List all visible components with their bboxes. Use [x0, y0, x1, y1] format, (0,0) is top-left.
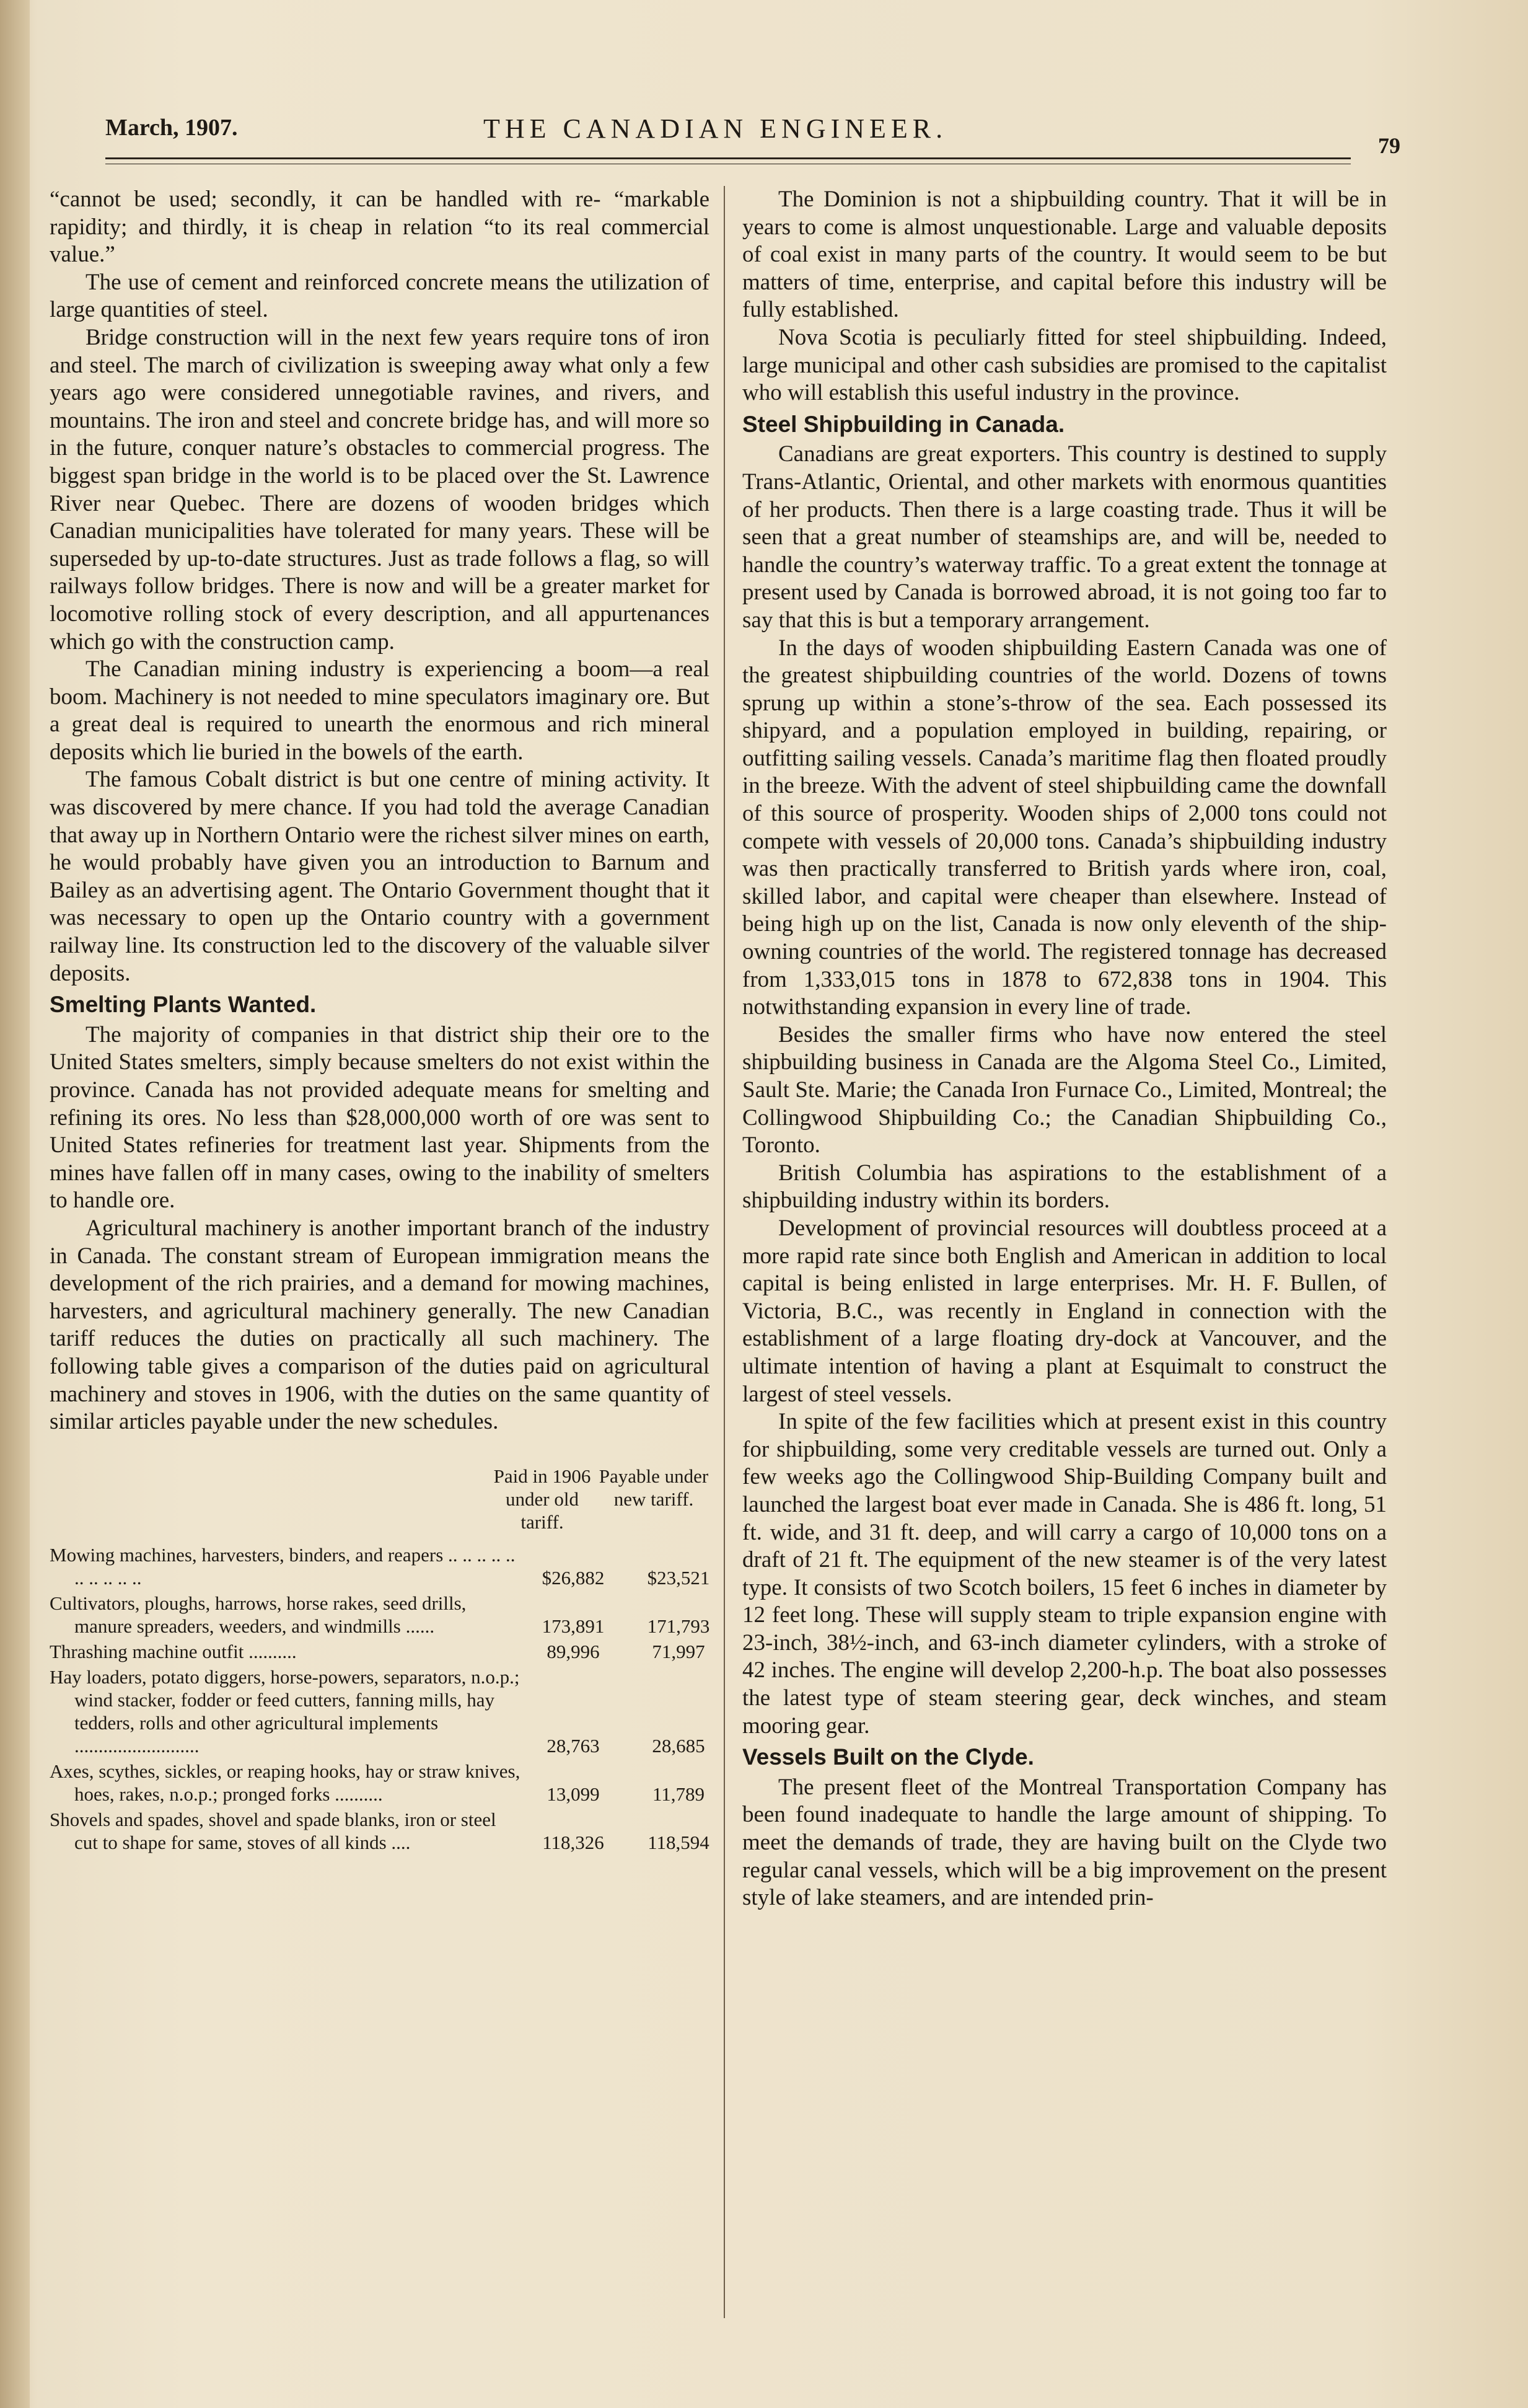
left-column: [50, 186, 709, 1856]
cell-payable: $23,521: [647, 1566, 710, 1589]
table-row: [50, 1592, 709, 1638]
paragraph: The Dominion is not a shipbuilding country. That it will be in years to come is almost unquestionable. Large and valuable deposits of coal exist in many parts of the country. It would seem to be but matters of time, enterprise, and capital before this industry will be fully established.: [742, 187, 1387, 323]
paragraph: Besides the smaller firms who have now entered the steel shipbuilding business in Canada are the Algoma Steel Co., Limited, Sault Ste. Marie; the Canada Iron Furnace Co., Limited, Montreal; the Collingwood Shipbuilding Co.; the Canadian Shipbuilding Co., Toronto.: [742, 1021, 1387, 1158]
table-row: [50, 1808, 709, 1854]
header-paid-1906: Paid in 1906 under old tariff.: [493, 1465, 591, 1533]
row-label: Cultivators, ploughs, harrows, horse rakes, seed drills, manure spreaders, weeders, and windmills ......: [50, 1592, 467, 1637]
cell-paid: 89,996: [547, 1640, 600, 1662]
page-header: [105, 110, 1400, 160]
header-payable-new: Payable under new tariff.: [599, 1465, 709, 1510]
cell-paid: 118,326: [542, 1831, 604, 1853]
paragraph: In spite of the few facilities which at present exist in this country for shipbuilding, some very creditable vessels are turned out. Only a few weeks ago the Collingwood Ship-Building Company built and launched the largest boat ever made in Canada. She is 486 ft. long, 51 ft. wide, and 31 ft. deep, and will carry a cargo of 10,000 tons on a draft of 21 ft. The equipment of the new steamer is of the very latest type. It consists of two Scotch boilers, 15 feet 6 inches in diameter by 12 feet long. These will supply steam to triple expansion engine with 23-inch, 38½-inch, and 63-inch diameter cylinders, with a stroke of 42 inches. The engine will develop 2,200-h.p. The boat also possesses the latest type of steam steering gear, deck winches, and steam mooring gear.: [742, 1409, 1387, 1739]
duties-table-header: [50, 1465, 709, 1533]
paragraph: The majority of companies in that district ship their ore to the United States smelters, simply because smelters do not exist within the province. Canada has not provided adequate means for smelting and refining its ores. No less than $28,000,000 worth of ore was sent to United States refineries for treatment last year. Shipments from the mines have fallen off in many cases, owing to the inability of smelters to handle ore.: [50, 1021, 709, 1214]
paragraph: “cannot be used; secondly, it can be handled with re- “markable rapidity; and thirdly, it is cheap in relation “to its real commercial value.”: [50, 187, 709, 268]
row-label: Axes, scythes, sickles, or reaping hooks, hay or straw knives, hoes, rakes, n.o.p.; pronged forks ..........: [50, 1760, 520, 1805]
duties-table: [50, 1465, 709, 1854]
cell-paid: 13,099: [547, 1783, 600, 1805]
paragraph: British Columbia has aspirations to the establishment of a shipbuilding industry within its borders.: [742, 1160, 1387, 1214]
cell-payable: 171,793: [647, 1615, 710, 1637]
cell-payable: 11,789: [652, 1783, 705, 1805]
paragraph: Canadians are great exporters. This country is destined to supply Trans-Atlantic, Oriental, and other markets with enormous quantities of her products. Then there is a large coasting trade. Thus it will be seen that a great number of steamships are, and will be, needed to handle the country’s waterway traffic. To a great extent the tonnage at present used by Canada is borrowed abroad, it is not going too far to say that this is but a temporary arrangement.: [742, 441, 1387, 633]
paragraph: Bridge construction will in the next few years require tons of iron and steel. The march of civilization is sweeping away what only a few years ago were considered unnegotiable ravines, and rivers, and mountains. The iron and steel and concrete bridge has, and will more so in the future, conquer nature’s obstacles to commercial progress. The biggest span bridge in the world is to be placed over the St. Lawrence River near Quebec. There are dozens of wooden bridges which Canadian municipalities have tolerated for many years. These will be superseded by up-to-date structures. Just as trade follows a flag, so will railways follow bridges. There is now and will be a greater market for locomotive rolling stock of every description, and all appurtenances which go with the construction camp.: [50, 324, 709, 655]
journal-title: THE CANADIAN ENGINEER.: [483, 113, 948, 144]
paragraph: The famous Cobalt district is but one centre of mining activity. It was discovered by mere chance. If you had told the average Canadian that away up in Northern Ontario were the richest silver mines on earth, he would probably have given you an introduction to Barnum and Bailey as an advertising agent. The Ontario Government thought that it was necessary to open up the Ontario country with a government railway line. Its construction led to the discovery of the valuable silver deposits.: [50, 767, 709, 986]
section-heading: Vessels Built on the Clyde.: [742, 1744, 1034, 1770]
row-label: Shovels and spades, shovel and spade blanks, iron or steel cut to shape for same, stoves of all kinds ....: [50, 1808, 496, 1853]
cell-payable: 118,594: [648, 1831, 709, 1853]
cell-payable: 28,685: [652, 1734, 705, 1757]
cell-paid: 28,763: [547, 1734, 600, 1757]
cell-paid: $26,882: [542, 1566, 605, 1589]
paragraph: The use of cement and reinforced concrete means the utilization of large quantities of steel.: [50, 269, 709, 323]
book-spine-shadow: [0, 0, 30, 2408]
row-label: Hay loaders, potato diggers, horse-powers, separators, n.o.p.; wind stacker, fodder or feed cutters, fanning mills, hay tedders, rolls and other agricultural implements ..........................: [50, 1665, 520, 1757]
row-label: Mowing machines, harvesters, binders, and reapers .. .. .. .. .. .. .. .. .. ..: [50, 1543, 516, 1589]
paragraph: The present fleet of the Montreal Transportation Company has been found inadequate to handle the large amount of shipping. To meet the demands of trade, they are having built on the Clyde two regular canal vessels, which will be a big improvement on the present style of lake steamers, and are intended prin-: [742, 1774, 1387, 1911]
column-divider: [724, 186, 725, 2318]
paragraph: Development of provincial resources will doubtless proceed at a more rapid rate since both English and American in addition to local capital is being enlisted in large enterprises. Mr. H. F. Bullen, of Victoria, B.C., was recently in England in connection with the establishment of a large floating dry-dock at Vancouver, and the ultimate intention of having a plant at Esquimalt to construct the largest of steel vessels.: [742, 1215, 1387, 1407]
section-heading: Smelting Plants Wanted.: [50, 992, 317, 1018]
section-heading: Steel Shipbuilding in Canada.: [742, 411, 1065, 437]
paragraph: Nova Scotia is peculiarly fitted for steel shipbuilding. Indeed, large municipal and other cash subsidies are promised to the capitalist who will establish this useful industry in the province.: [742, 324, 1387, 406]
cell-paid: 173,891: [542, 1615, 605, 1637]
row-label: Thrashing machine outfit ..........: [50, 1640, 297, 1662]
issue-date: March, 1907.: [105, 115, 238, 141]
table-row: [50, 1760, 709, 1806]
header-rule-thick: [105, 157, 1351, 159]
page-number: 79: [1378, 133, 1400, 158]
paragraph: Agricultural machinery is another important branch of the industry in Canada. The constant stream of European immigration means the development of the rich prairies, and a demand for mowing machines, harvesters, and agricultural machinery generally. The new Canadian tariff reduces the duties on practically all such machinery. The following table gives a comparison of the duties paid on agricultural machinery and stoves in 1906, with the duties on the same quantity of similar articles payable under the new schedules.: [50, 1215, 709, 1435]
table-row: [50, 1543, 709, 1589]
paragraph: In the days of wooden shipbuilding Eastern Canada was one of the greatest shipbuilding countries of the world. Dozens of towns sprung up within a stone’s-throw of the sea. Each possessed its shipyard, and a population employed in building, repairing, or outfitting sailing vessels. Canada’s maritime flag then floated proudly in the breeze. With the advent of steel shipbuilding came the downfall of this source of prosperity. Wooden ships of 2,000 tons could not compete with vessels of 20,000 tons. Canada’s shipbuilding industry was then practically transferred to British yards where iron, coal, skilled labor, and capital were cheaper than elsewhere. Instead of being high up on the list, Canada is now only eleventh of the ship-owning countries of the world. The registered tonnage has decreased from 1,333,015 tons in 1878 to 672,838 tons in 1904. This notwithstanding expansion in every line of trade.: [742, 635, 1387, 1020]
cell-payable: 71,997: [652, 1640, 705, 1662]
table-row: [50, 1665, 709, 1757]
table-row: [50, 1640, 709, 1663]
right-column: [742, 186, 1387, 1912]
paragraph: The Canadian mining industry is experiencing a boom—a real boom. Machinery is not needed to mine speculators imaginary ore. But a great deal is required to unearth the enormous and rich mineral deposits which lie buried in the bowels of the earth.: [50, 656, 709, 765]
